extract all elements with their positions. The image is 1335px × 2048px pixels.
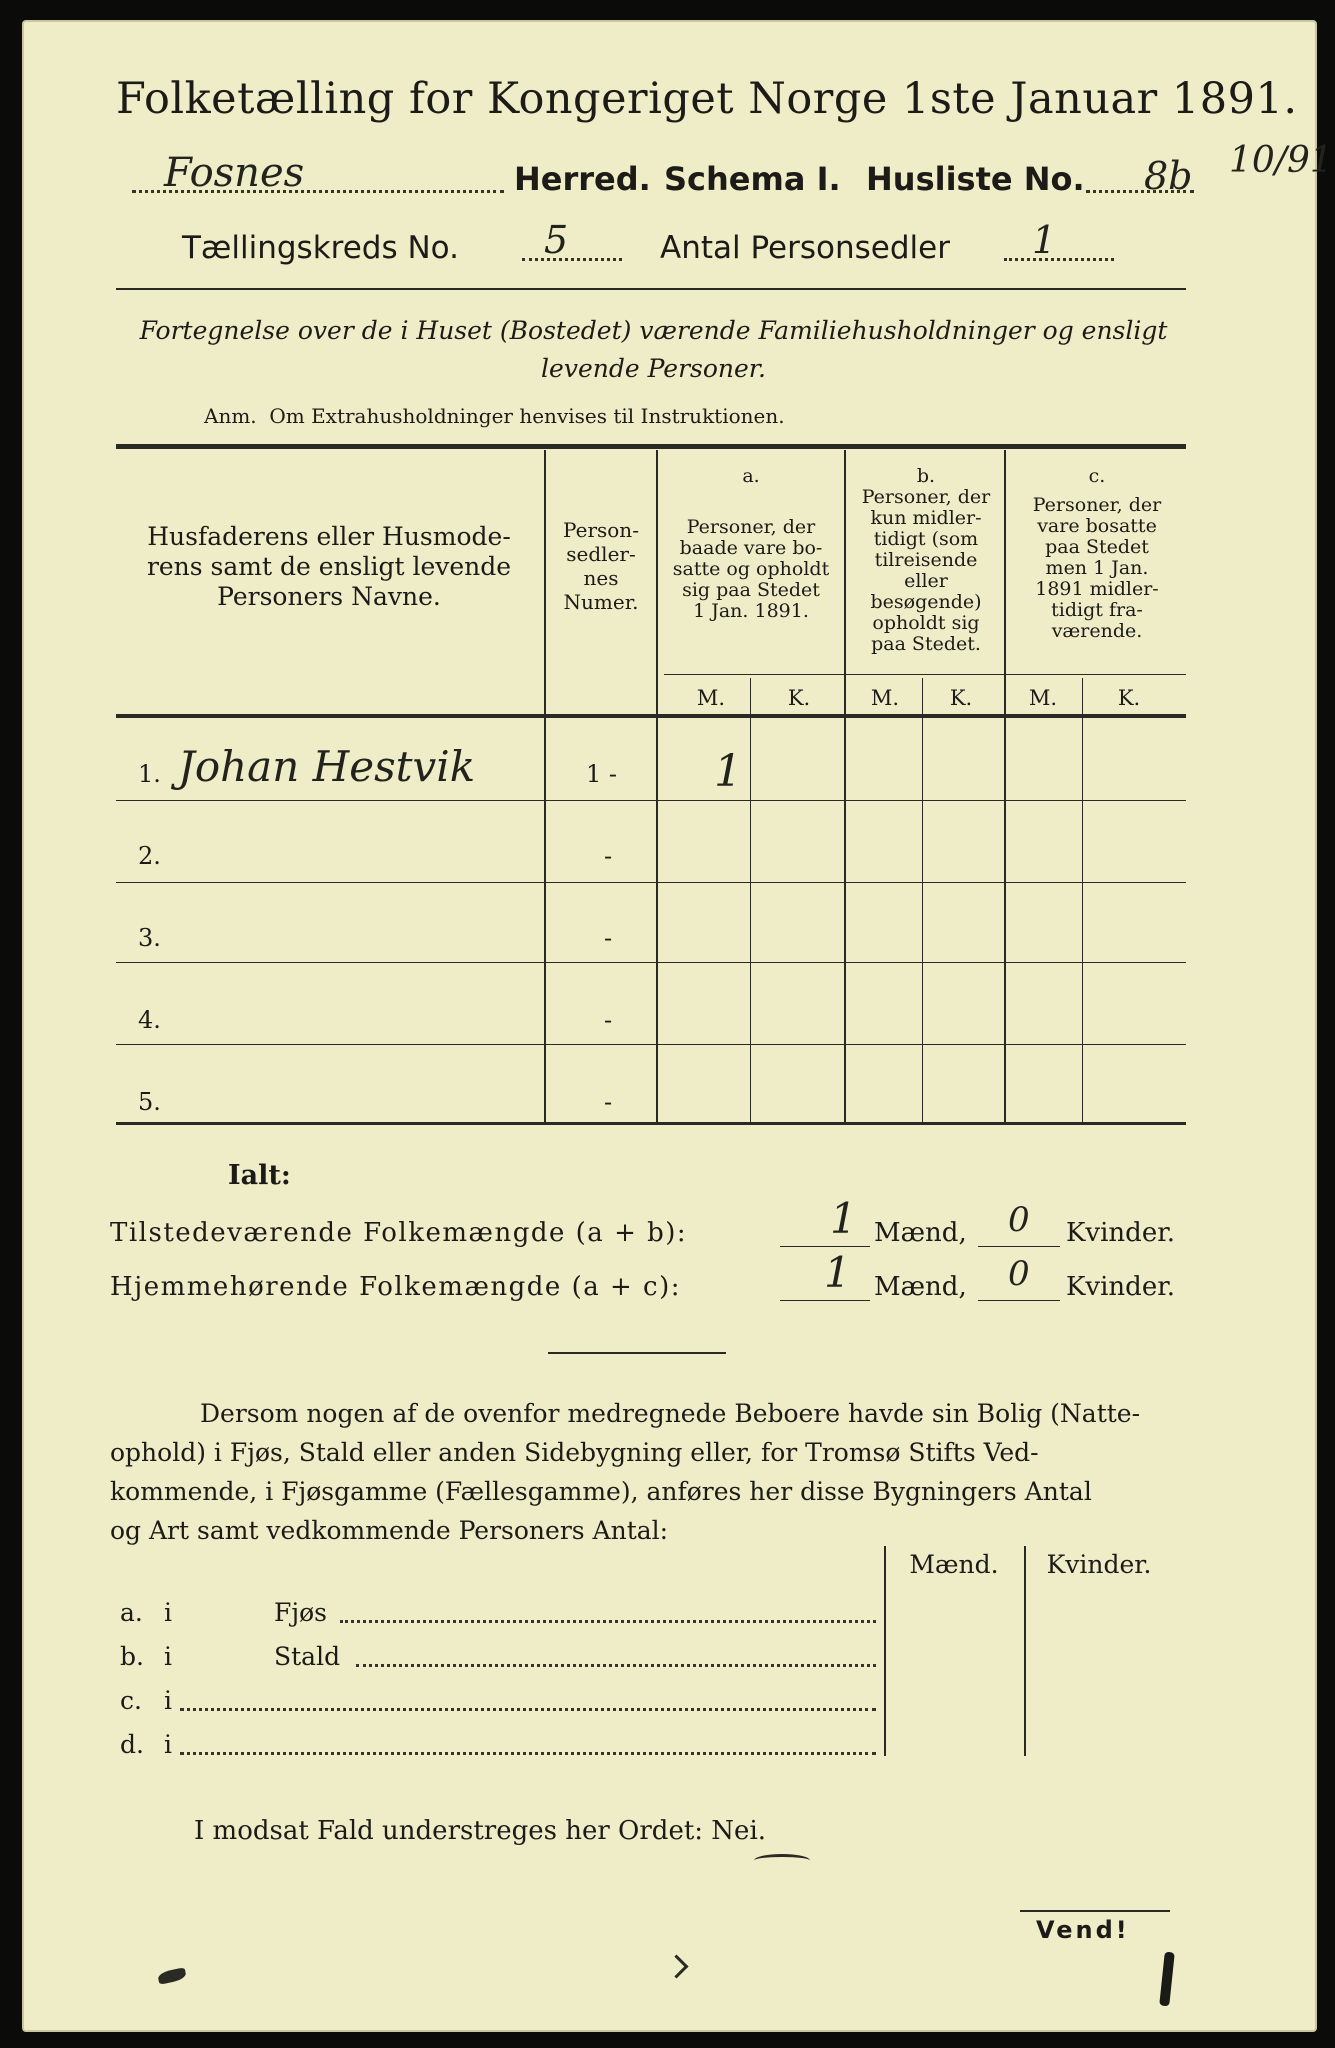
header-c-line6: tidigt fra- <box>1051 599 1143 621</box>
header-c-letter: c. <box>1088 465 1106 487</box>
row-number: 5. <box>138 1088 161 1116</box>
tilst-k-line <box>978 1246 1060 1247</box>
header-name-line1: Husfaderens eller Husmode- <box>147 522 511 551</box>
header-b-line4: tilreisende <box>874 549 978 571</box>
item-i: i <box>164 1598 172 1627</box>
header-a-line2: baade vare bo- <box>679 537 823 559</box>
row-number: 2. <box>138 842 161 870</box>
table-row <box>116 802 1186 882</box>
item-i: i <box>164 1642 172 1671</box>
header-a-letter: a. <box>742 465 760 487</box>
label-a-k: K. <box>787 686 811 710</box>
sub-abc-rule <box>664 674 1186 675</box>
para-line1: Dersom nogen af de ovenfor medregnede Beboere havde sin Bolig (Natte- <box>200 1399 1141 1428</box>
vend-text: Vend! <box>1036 1916 1130 1944</box>
hjem-k-value: 0 <box>1008 1254 1030 1294</box>
header-b-line2: kun midler- <box>870 507 982 529</box>
table-row <box>116 962 1186 1042</box>
row-name: Johan Hestvik <box>178 742 476 791</box>
header-num-col <box>548 518 654 614</box>
hjem-m-value: 1 <box>824 1248 851 1297</box>
section-divider <box>548 1352 726 1354</box>
header-a-line3: satte og opholdt <box>672 558 830 580</box>
row-num: 1 - <box>586 760 618 788</box>
nei-underline <box>754 1854 810 1867</box>
ink-mark <box>157 1967 187 1985</box>
intro-line1: Fortegnelse over de i Huset (Bostedet) værende Familiehusholdninger og ensligt <box>139 316 1168 345</box>
label-c-m: M. <box>1028 686 1058 710</box>
header-b-letter: b. <box>916 465 936 487</box>
hjem-label: Hjemmehørende Folkemængde (a + c): <box>110 1272 681 1302</box>
para-line2: ophold) i Fjøs, Stald eller anden Sidebygning eller, for Tromsø Stifts Ved- <box>110 1438 1039 1467</box>
kreds-dotted-line <box>522 258 622 261</box>
intro-line2: levende Personer. <box>541 354 766 383</box>
herred-label: Herred. <box>514 160 651 198</box>
header-c-col <box>1008 466 1186 642</box>
header-b-line3: tidigt (som <box>873 528 979 550</box>
buildings-item <box>120 1730 880 1770</box>
header-rule <box>116 288 1186 290</box>
header-c-line7: værende. <box>1051 620 1143 642</box>
row-number: 4. <box>138 1006 161 1034</box>
tilst-maend: Mænd, <box>874 1218 967 1248</box>
modsat-text: I modsat Fald understreges her Ordet: Nei. <box>194 1816 767 1846</box>
buildings-maend-header: Mænd. <box>909 1550 999 1579</box>
antal-label: Antal Personsedler <box>660 230 950 266</box>
tilst-kvinder: Kvinder. <box>1066 1218 1176 1248</box>
tilst-label: Tilstedeværende Folkemængde (a + b): <box>110 1218 688 1248</box>
label-b-k: K. <box>949 686 973 710</box>
header-name-line3: Personers Navne. <box>217 582 441 611</box>
item-letter: a. <box>120 1598 143 1627</box>
row-num: - <box>604 1088 613 1116</box>
anm-note: Anm. Om Extrahusholdninger henvises til Instruktionen. <box>204 404 785 428</box>
para-line4: og Art samt vedkommende Personers Antal: <box>110 1516 669 1545</box>
header-a-line1: Personer, der <box>686 516 816 538</box>
header-c-line1: Personer, der <box>1032 494 1162 516</box>
label-b-m: M. <box>870 686 900 710</box>
header-b-line8: paa Stedet. <box>871 633 981 655</box>
row-a-m: 1 <box>714 746 742 797</box>
header-a-line5: 1 Jan. 1891. <box>693 600 809 622</box>
label-a-m: M. <box>696 686 726 710</box>
item-dotted-line <box>180 1752 876 1755</box>
ink-mark <box>664 1954 688 1978</box>
table-top-rule <box>116 444 1186 449</box>
table-row <box>116 1042 1186 1122</box>
header-c-line3: paa Stedet <box>1045 536 1149 558</box>
header-a-col <box>660 466 842 622</box>
item-dotted-line <box>340 1620 876 1623</box>
hjem-maend: Mænd, <box>874 1272 967 1302</box>
label-c-k: K. <box>1117 686 1141 710</box>
ialt-label: Ialt: <box>228 1160 291 1191</box>
vend-rule <box>1020 1910 1170 1912</box>
header-a-line4: sig paa Stedet <box>682 579 820 601</box>
header-name-line2: rens samt de ensligt levende <box>146 552 512 581</box>
header-num-line4: Numer. <box>563 590 639 614</box>
census-form <box>22 20 1333 2032</box>
table-row <box>116 722 1186 802</box>
item-dotted-line <box>180 1708 876 1711</box>
row-number: 1. <box>138 760 161 788</box>
table-bottom-rule <box>116 1122 1186 1125</box>
form-title: Folketælling for Kongeriget Norge 1ste Januar 1891. <box>116 74 1298 124</box>
item-i: i <box>164 1686 172 1715</box>
table-header-bottom-rule <box>116 714 1186 718</box>
kreds-label: Tællingskreds No. <box>182 230 459 266</box>
hjem-k-line <box>978 1300 1060 1301</box>
buildings-paragraph <box>110 1394 1190 1550</box>
row-number: 3. <box>138 924 161 952</box>
header-num-line3: nes <box>583 566 619 590</box>
table-row <box>116 882 1186 962</box>
buildings-col-divider-2 <box>1024 1546 1026 1756</box>
ink-mark <box>1159 1952 1175 2007</box>
header-c-line2: vare bosatte <box>1037 515 1157 537</box>
para-line3: kommende, i Fjøsgamme (Fællesgamme), anføres her disse Bygningers Antal <box>110 1477 1092 1506</box>
item-label: Fjøs <box>274 1598 327 1627</box>
row-num: - <box>604 842 613 870</box>
header-b-line1: Personer, der <box>861 486 991 508</box>
buildings-item <box>120 1642 880 1682</box>
item-dotted-line <box>356 1664 876 1667</box>
item-label: Stald <box>274 1642 341 1671</box>
header-name-col <box>124 522 534 612</box>
row-rule <box>116 800 1186 801</box>
header-c-line5: 1891 midler- <box>1035 578 1159 600</box>
herred-value: Fosnes <box>164 150 305 196</box>
buildings-item <box>120 1686 880 1726</box>
header-c-line4: men 1 Jan. <box>1045 557 1149 579</box>
item-letter: c. <box>120 1686 142 1715</box>
tilst-m-value: 1 <box>830 1194 857 1243</box>
antal-value: 1 <box>1032 218 1057 262</box>
item-letter: b. <box>120 1642 144 1671</box>
row-num: - <box>604 1006 613 1034</box>
header-b-line5: eller <box>904 570 948 592</box>
tilst-m-line <box>780 1246 870 1247</box>
husliste-label: Husliste No. <box>866 160 1085 198</box>
row-num: - <box>604 924 613 952</box>
header-b-line6: besøgende) <box>870 591 982 613</box>
hjem-m-line <box>780 1300 870 1301</box>
header-b-col <box>848 466 1004 655</box>
buildings-item <box>120 1598 880 1638</box>
herred-dotted-line <box>132 190 504 193</box>
antal-dotted-line <box>1004 258 1114 261</box>
kreds-value: 5 <box>544 218 569 262</box>
header-num-line1: Person- <box>563 518 639 542</box>
corner-note: 10/91 <box>1229 140 1333 181</box>
header-b-line7: opholdt sig <box>872 612 980 634</box>
item-letter: d. <box>120 1730 144 1759</box>
husliste-value: 8b <box>1144 154 1193 198</box>
header-num-line2: sedler- <box>566 542 636 566</box>
item-i: i <box>164 1730 172 1759</box>
schema-label: Schema I. <box>664 160 841 198</box>
buildings-col-divider-1 <box>884 1546 886 1756</box>
buildings-kvinder-header: Kvinder. <box>1046 1550 1152 1579</box>
hjem-kvinder: Kvinder. <box>1066 1272 1176 1302</box>
tilst-k-value: 0 <box>1008 1200 1030 1240</box>
